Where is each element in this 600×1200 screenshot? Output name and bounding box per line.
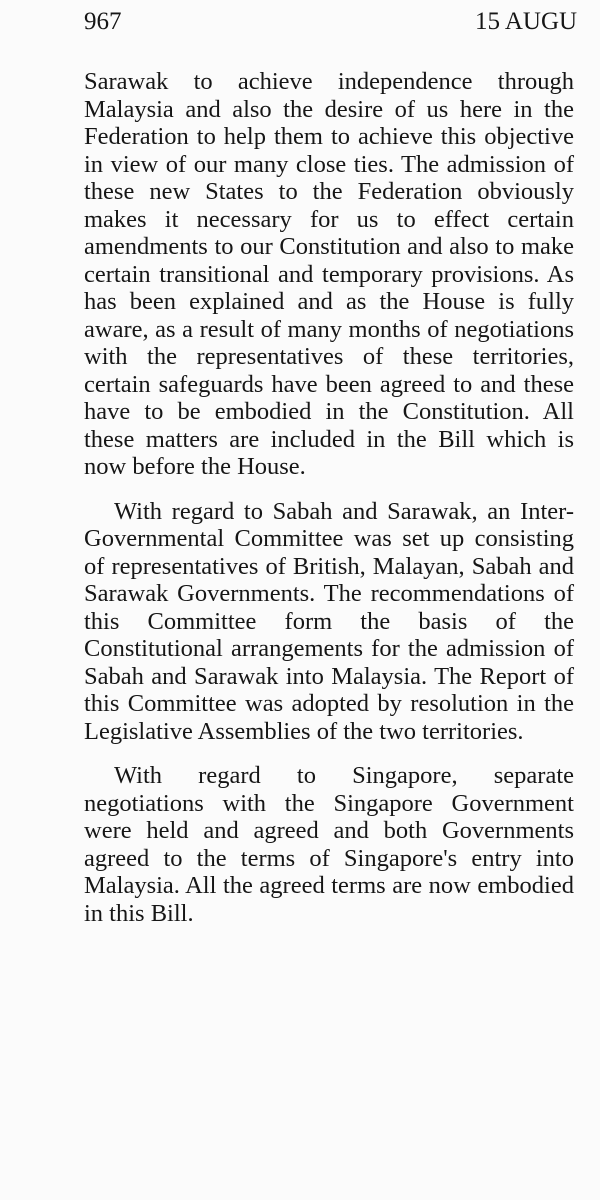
header-date: 15 AUGU xyxy=(475,8,578,35)
paragraph-1: Sarawak to achieve independence through Malaysia and also the desire of us here in the Federation to help them to achieve this objective in view of our many close ties. The admission of these new States to the Federation obviously makes it necessary for us to effect certain amendments to our Constitution and also to make certain transitional and temporary provisions. As has been explained and as the House is fully aware, as a result of many months of negotiations with the representatives of these territories, certain safeguards have been agreed to and these have to be embodied in the Constitution. All these matters are included in the Bill which is now before the House. xyxy=(84,68,574,480)
body-text xyxy=(84,68,574,927)
page-header xyxy=(0,4,600,40)
page-number: 967 xyxy=(84,8,122,35)
paragraph-3: With regard to Singapore, separate negotiations with the Singapore Government were held and agreed and both Governments agreed to the terms of Singapore's entry into Malaysia. All the agreed terms are now embodied in this Bill. xyxy=(84,762,574,927)
cut-off-next-line xyxy=(84,1186,574,1200)
paragraph-2: With regard to Sabah and Sarawak, an Inter-Governmental Committee was set up consisting of representatives of British, Malayan, Sabah and Sarawak Governments. The recommendations of this Committee form the basis of the Constitutional arrangements for the admission of Sabah and Sarawak into Malaysia. The Report of this Committee was adopted by resolution in the Legislative Assemblies of the two territories. xyxy=(84,497,574,745)
